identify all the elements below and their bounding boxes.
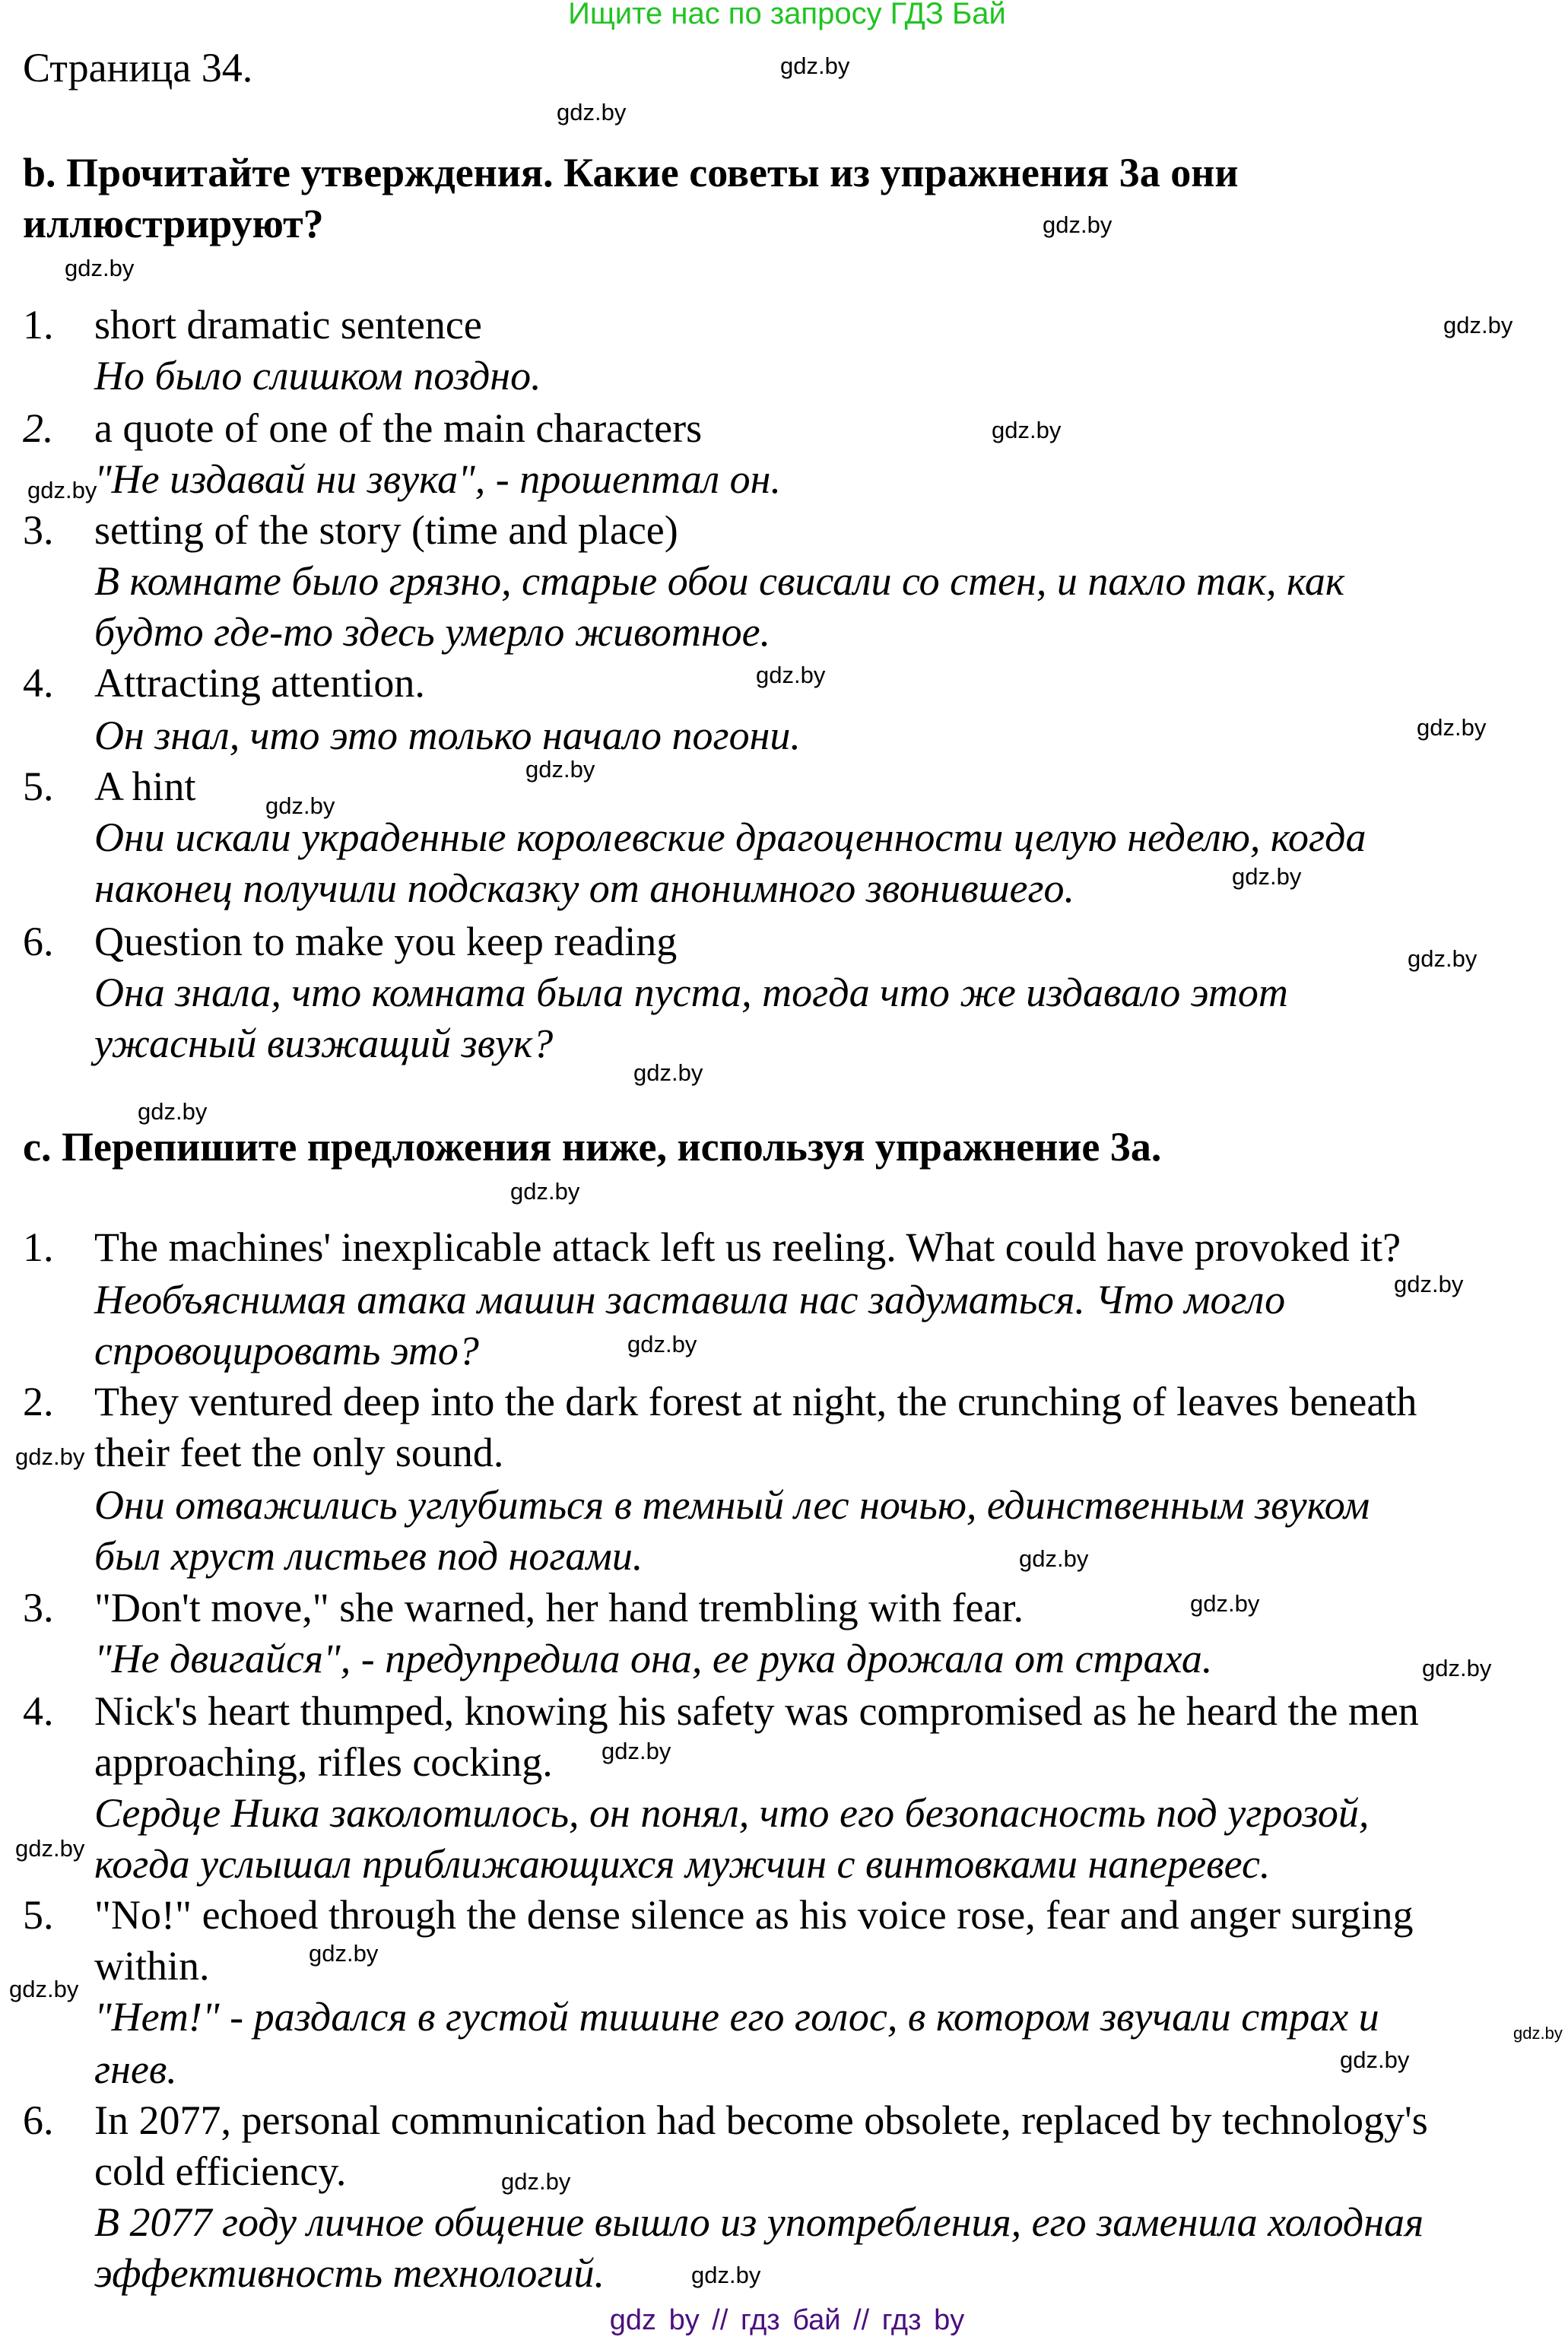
watermark: gdz.by bbox=[1394, 1271, 1464, 1297]
item-english: Question to make you keep reading bbox=[94, 919, 678, 964]
item-english: their feet the only sound. bbox=[94, 1430, 504, 1475]
item-russian: Они отважились углубиться в темный лес ночью, единственным звуком bbox=[94, 1482, 1370, 1528]
watermark: gdz.by bbox=[9, 1976, 79, 2002]
search-banner[interactable]: Ищите нас по запросу ГДЗ Бай bbox=[568, 0, 1006, 30]
watermark: gdz.by bbox=[265, 792, 335, 819]
item-number: 2. bbox=[23, 1379, 54, 1424]
watermark: gdz.by bbox=[1043, 211, 1113, 238]
watermark: gdz.by bbox=[1422, 1655, 1492, 1681]
watermark: gdz.by bbox=[525, 756, 595, 783]
item-russian: был хруст листьев под ногами. bbox=[94, 1533, 643, 1579]
item-russian: Необъяснимая атака машин заставила нас задуматься. Что могло bbox=[94, 1277, 1286, 1322]
item-english: cold efficiency. bbox=[94, 2148, 347, 2194]
item-number: 5. bbox=[23, 764, 54, 809]
item-number: 4. bbox=[23, 660, 54, 706]
item-english: A hint bbox=[94, 764, 196, 809]
item-number: 1. bbox=[23, 302, 54, 348]
watermark: gdz.by bbox=[1190, 1590, 1260, 1617]
item-russian: ужасный визжащий звук? bbox=[94, 1021, 554, 1066]
section-b-heading: иллюстрируют? bbox=[23, 201, 324, 246]
watermark: gdz.by bbox=[1443, 312, 1513, 338]
item-number: 6. bbox=[23, 919, 54, 964]
watermark: gdz.by bbox=[27, 477, 97, 503]
item-russian: Но было слишком поздно. bbox=[94, 353, 541, 398]
item-russian: В комнате было грязно, старые обои свисали со стен, и пахло так, как bbox=[94, 558, 1345, 604]
section-c-heading: c. Перепишите предложения ниже, используя упражнение 3а. bbox=[23, 1124, 1162, 1170]
watermark: gdz.by bbox=[1417, 714, 1487, 741]
item-english: In 2077, personal communication had become obsolete, replaced by technology's bbox=[94, 2097, 1428, 2143]
item-english: setting of the story (time and place) bbox=[94, 507, 678, 553]
item-russian: Она знала, что комната была пуста, тогда что же издавало этот bbox=[94, 970, 1288, 1015]
watermark: gdz.by bbox=[501, 2168, 571, 2195]
watermark: gdz.by bbox=[1408, 945, 1478, 972]
item-number: 1. bbox=[23, 1224, 54, 1270]
watermark: gdz.by bbox=[633, 1059, 703, 1086]
item-russian: Он знал, что это только начало погони. bbox=[94, 713, 801, 758]
watermark: gdz.by bbox=[15, 1835, 85, 1862]
watermark: gdz.by bbox=[15, 1443, 85, 1470]
item-number: 3. bbox=[23, 1585, 54, 1630]
item-number: 5. bbox=[23, 1892, 54, 1938]
item-english: They ventured deep into the dark forest at night, the crunching of leaves beneath bbox=[94, 1379, 1417, 1424]
item-russian: "Не двигайся", - предупредила она, ее рука дрожала от страха. bbox=[94, 1636, 1213, 1681]
section-b-heading: b. Прочитайте утверждения. Какие советы из упражнения 3а они bbox=[23, 150, 1239, 195]
item-russian: эффективность технологий. bbox=[94, 2250, 605, 2296]
item-english: The machines' inexplicable attack left us reeling. What could have provoked it? bbox=[94, 1224, 1401, 1270]
watermark: gdz.by bbox=[601, 1738, 671, 1764]
item-russian: наконец получили подсказку от анонимного звонившего. bbox=[94, 865, 1075, 911]
item-russian: В 2077 году личное общение вышло из употребления, его заменила холодная bbox=[94, 2199, 1424, 2245]
watermark: gdz.by bbox=[1513, 2024, 1563, 2043]
watermark: gdz.by bbox=[138, 1098, 208, 1125]
watermark: gdz.by bbox=[992, 417, 1062, 443]
item-english: "No!" echoed through the dense silence as his voice rose, fear and anger surging bbox=[94, 1892, 1414, 1938]
watermark: gdz.by bbox=[780, 52, 850, 79]
watermark: gdz.by bbox=[1232, 863, 1302, 890]
watermark: gdz.by bbox=[557, 99, 627, 125]
item-russian: будто где-то здесь умерло животное. bbox=[94, 609, 771, 655]
item-english: a quote of one of the main characters bbox=[94, 405, 703, 451]
item-russian: гнев. bbox=[94, 2046, 177, 2092]
watermark: gdz.by bbox=[1340, 2046, 1410, 2073]
footer-links[interactable]: gdz by // гдз бай // гдз by bbox=[609, 2304, 965, 2336]
watermark: gdz.by bbox=[691, 2262, 761, 2288]
page-title: Страница 34. bbox=[23, 45, 253, 90]
item-english: within. bbox=[94, 1943, 210, 1989]
item-russian: спровоцировать это? bbox=[94, 1328, 479, 1373]
item-russian: когда услышал приближающихся мужчин с винтовками наперевес. bbox=[94, 1841, 1271, 1887]
item-english: approaching, rifles cocking. bbox=[94, 1739, 553, 1785]
item-number: 3. bbox=[23, 507, 54, 553]
watermark: gdz.by bbox=[627, 1331, 697, 1357]
item-number: 2. bbox=[23, 405, 54, 451]
watermark: gdz.by bbox=[510, 1178, 580, 1205]
item-russian: Сердце Ника заколотилось, он понял, что его безопасность под угрозой, bbox=[94, 1790, 1370, 1836]
item-number: 6. bbox=[23, 2097, 54, 2143]
item-english: short dramatic sentence bbox=[94, 302, 482, 348]
item-number: 4. bbox=[23, 1688, 54, 1734]
item-english: Nick's heart thumped, knowing his safety was compromised as he heard the men bbox=[94, 1688, 1419, 1734]
item-english: Attracting attention. bbox=[94, 660, 425, 706]
watermark: gdz.by bbox=[756, 662, 826, 688]
watermark: gdz.by bbox=[1019, 1545, 1089, 1572]
item-russian: "Не издавай ни звука", - прошептал он. bbox=[94, 456, 781, 502]
watermark: gdz.by bbox=[309, 1940, 379, 1967]
watermark: gdz.by bbox=[65, 255, 135, 281]
item-russian: Они искали украденные королевские драгоценности целую неделю, когда bbox=[94, 814, 1366, 860]
item-russian: "Нет!" - раздался в густой тишине его голос, в котором звучали страх и bbox=[94, 1994, 1379, 2040]
item-english: "Don't move," she warned, her hand trembling with fear. bbox=[94, 1585, 1024, 1630]
